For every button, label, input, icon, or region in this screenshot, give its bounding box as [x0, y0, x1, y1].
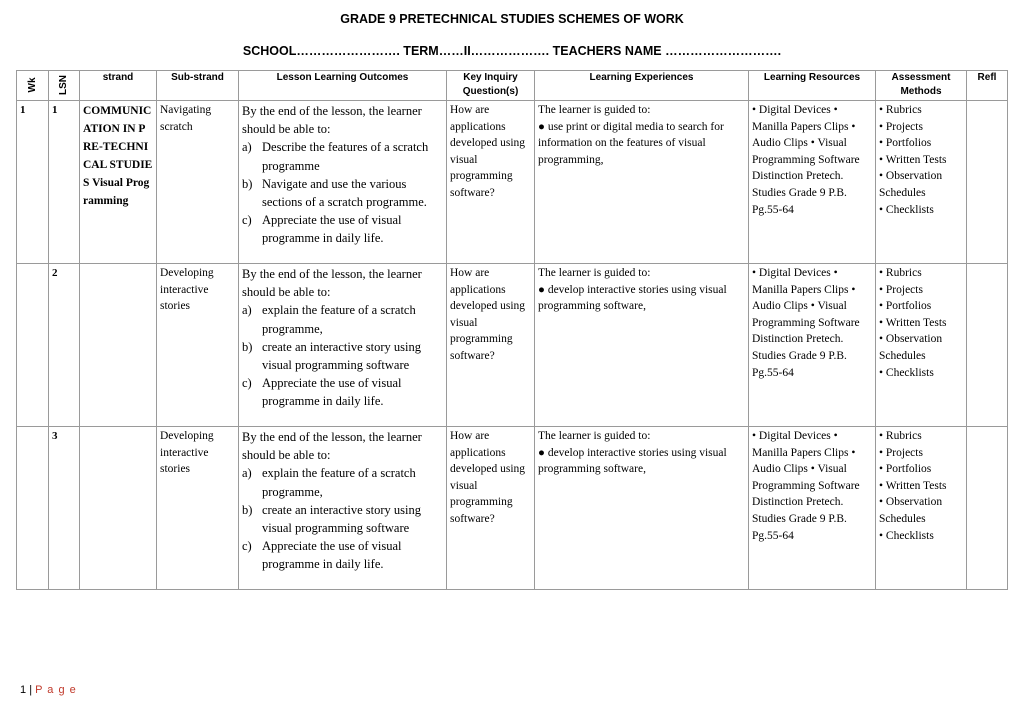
outcome-item: b) create an interactive story using visual programming software	[242, 339, 421, 373]
assessment-cell	[876, 264, 967, 427]
inquiry-cell: How are applications developed using visual programming software?	[447, 264, 535, 427]
lesson-cell: 3	[49, 427, 80, 590]
column-header-wk: Wk	[17, 71, 49, 101]
lesson-cell: 1	[49, 101, 80, 264]
column-header-resources: Learning Resources	[749, 71, 876, 101]
document-title: GRADE 9 PRETECHNICAL STUDIES SCHEMES OF WORK	[340, 12, 684, 26]
assessment-item: • Checklists	[879, 203, 934, 216]
outcome-item: a) Describe the features of a scratch programme	[242, 140, 429, 173]
outcomes-intro: By the end of the lesson, the learner should be able to:	[242, 104, 422, 137]
strand-cell	[80, 264, 157, 427]
assessment-item: • Written Tests	[879, 479, 947, 492]
outcomes-list	[242, 464, 443, 573]
column-header-assessment: Assessment Methods	[876, 71, 967, 101]
assessment-item: • Written Tests	[879, 153, 947, 166]
outcome-item: c) Appreciate the use of visual programme in daily life.	[242, 213, 402, 246]
assessment-item: • Projects	[879, 446, 923, 459]
column-header-inquiry: Key Inquiry Question(s)	[447, 71, 535, 101]
table-row	[17, 264, 1008, 427]
week-cell	[17, 264, 49, 427]
column-header-substrand: Sub-strand	[157, 71, 239, 101]
assessment-item: • Rubrics	[879, 267, 922, 279]
lesson-cell: 2	[49, 264, 80, 427]
outcome-item: a) explain the feature of a scratch programme,	[242, 466, 416, 499]
scheme-of-work-table	[16, 70, 1008, 590]
experiences-intro: The learner is guided to:	[538, 430, 651, 442]
outcomes-list	[242, 138, 443, 247]
document-subtitle	[0, 44, 1024, 58]
substrand-cell: Developing interactive stories	[157, 427, 239, 590]
assessment-item: • Observation Schedules	[879, 333, 943, 362]
table-row	[17, 101, 1008, 264]
outcome-item: c) Appreciate the use of visual programme in daily life.	[242, 539, 402, 572]
substrand-cell: Navigating scratch	[157, 101, 239, 264]
assessment-list	[879, 265, 963, 381]
assessment-item: • Projects	[879, 283, 923, 296]
page-separator: |	[29, 684, 33, 696]
assessment-item: • Observation Schedules	[879, 496, 943, 525]
inquiry-cell: How are applications developed using visual programming software?	[447, 427, 535, 590]
outcomes-list	[242, 301, 443, 410]
outcome-item: b) create an interactive story using visual programming software	[242, 502, 421, 536]
reflection-cell	[967, 427, 1008, 590]
outcomes-cell	[239, 264, 447, 427]
assessment-item: • Portfolios	[879, 137, 932, 150]
outcomes-cell	[239, 101, 447, 264]
assessment-cell	[876, 101, 967, 264]
inquiry-cell: How are applications developed using visual programming software?	[447, 101, 535, 264]
experiences-text: ● develop interactive stories using visual programming software,	[538, 446, 727, 476]
assessment-item: • Checklists	[879, 366, 934, 379]
column-header-experiences: Learning Experiences	[535, 71, 749, 101]
reflection-cell	[967, 101, 1008, 264]
experiences-cell	[535, 101, 749, 264]
table-header-row	[17, 71, 1008, 101]
experiences-intro: The learner is guided to:	[538, 104, 651, 116]
column-header-lsn: LSN	[49, 71, 80, 101]
page-footer	[20, 684, 77, 696]
page-number: 1	[20, 684, 27, 696]
page-label: P a g e	[35, 684, 77, 696]
assessment-item: • Rubrics	[879, 104, 922, 116]
resources-cell: • Digital Devices • Manilla Papers Clips • Audio Clips • Visual Programming Software Distinction Pretech. Studies Grade 9 P.B. Pg.55-64	[749, 427, 876, 590]
assessment-item: • Portfolios	[879, 463, 932, 476]
outcomes-intro: By the end of the lesson, the learner should be able to:	[242, 430, 422, 463]
week-cell: 1	[17, 101, 49, 264]
experiences-text: ● use print or digital media to search for information on the features of visual programming,	[538, 120, 724, 166]
outcome-item: a) explain the feature of a scratch programme,	[242, 303, 416, 336]
substrand-cell: Developing interactive stories	[157, 264, 239, 427]
assessment-item: • Observation Schedules	[879, 170, 943, 199]
column-header-outcomes: Lesson Learning Outcomes	[239, 71, 447, 101]
assessment-item: • Checklists	[879, 529, 934, 542]
outcome-item: b) Navigate and use the various sections of a scratch programme.	[242, 176, 427, 210]
table-row	[17, 427, 1008, 590]
column-header-strand: strand	[80, 71, 157, 101]
strand-cell	[80, 427, 157, 590]
outcome-item: c) Appreciate the use of visual programme in daily life.	[242, 376, 402, 409]
assessment-cell	[876, 427, 967, 590]
reflection-cell	[967, 264, 1008, 427]
assessment-item: • Written Tests	[879, 316, 947, 329]
experiences-cell	[535, 427, 749, 590]
week-cell	[17, 427, 49, 590]
assessment-item: • Projects	[879, 120, 923, 133]
experiences-intro: The learner is guided to:	[538, 267, 651, 279]
school-term-teacher-line: SCHOOL……………………. TERM……II………………. TEACHERS NAME ……………………….	[242, 44, 782, 58]
strand-cell: COMMUNICATION IN PRE-TECHNICAL STUDIES Visual Programming	[80, 101, 157, 264]
resources-cell: • Digital Devices • Manilla Papers Clips • Audio Clips • Visual Programming Software Distinction Pretech. Studies Grade 9 P.B. Pg.55-64	[749, 101, 876, 264]
outcomes-intro: By the end of the lesson, the learner should be able to:	[242, 267, 422, 300]
assessment-item: • Rubrics	[879, 430, 922, 442]
experiences-text: ● develop interactive stories using visual programming software,	[538, 283, 727, 313]
experiences-cell	[535, 264, 749, 427]
assessment-list	[879, 102, 963, 218]
outcomes-cell	[239, 427, 447, 590]
column-header-reflection: Refl	[967, 71, 1008, 101]
assessment-item: • Portfolios	[879, 300, 932, 313]
assessment-list	[879, 428, 963, 544]
resources-cell: • Digital Devices • Manilla Papers Clips • Audio Clips • Visual Programming Software Distinction Pretech. Studies Grade 9 P.B. Pg.55-64	[749, 264, 876, 427]
